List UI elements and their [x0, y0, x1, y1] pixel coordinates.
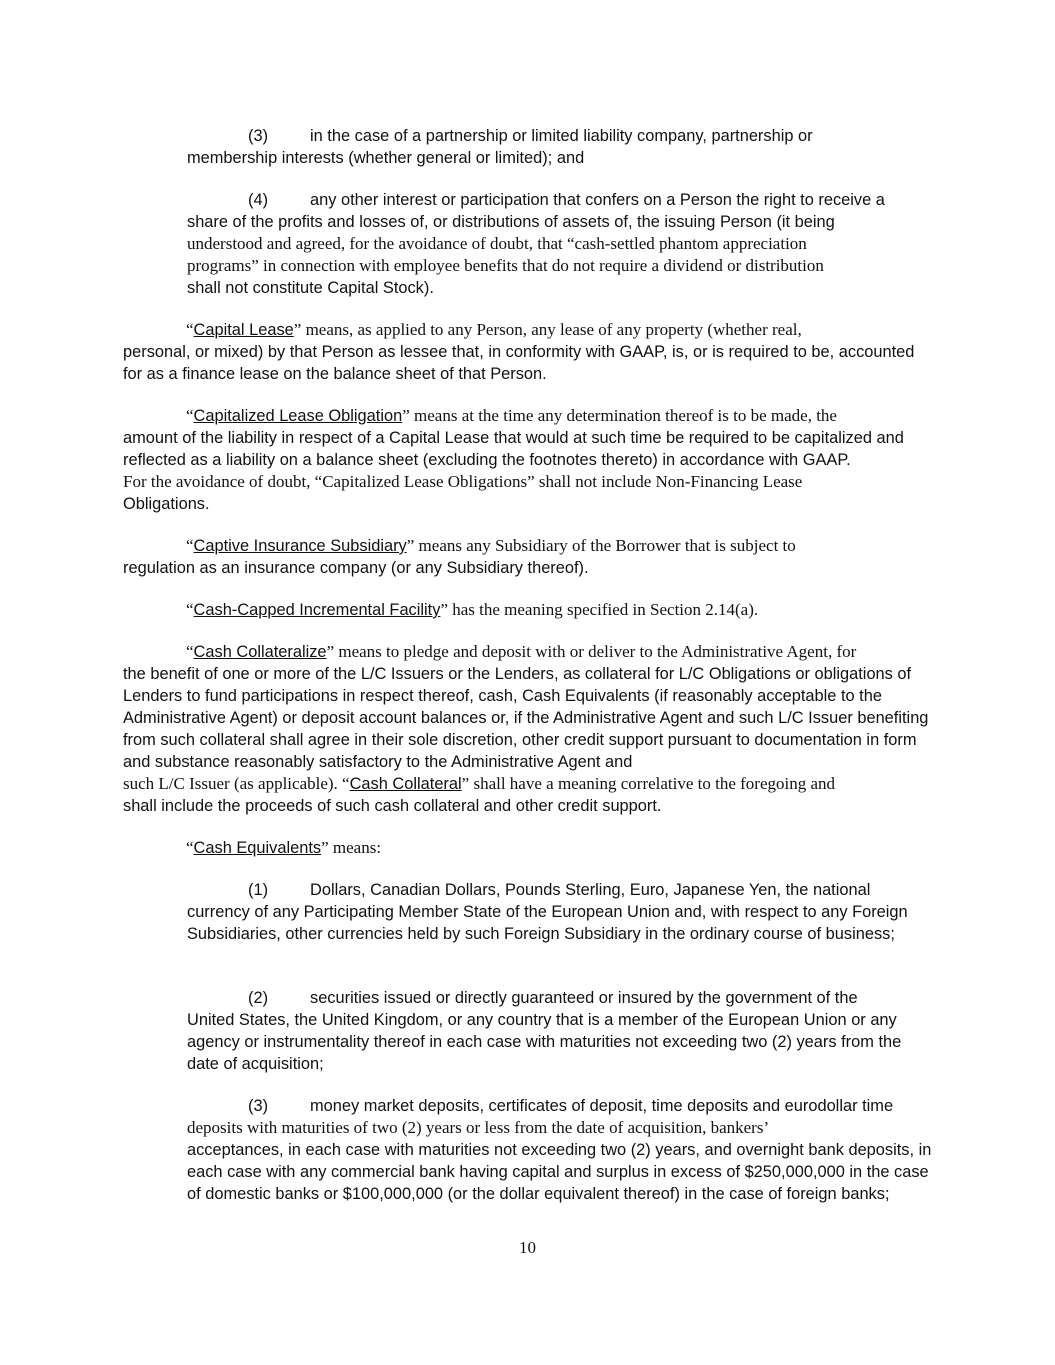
item-text: any other interest or participation that confers on a Person the right to receive a [310, 191, 885, 209]
item-first-line [187, 879, 932, 901]
defined-term: Cash Collateral [349, 775, 462, 793]
definition-lead: ” means at the time any determination thereof is to be made, the [402, 406, 837, 425]
item-continuation: membership interests (whether general or limited); and [187, 149, 585, 167]
definition-body: regulation as an insurance company (or any Subsidiary thereof). [123, 559, 589, 577]
definition-body-cont: Obligations. [123, 495, 210, 513]
defined-term: Cash Collateralize [193, 643, 327, 661]
defined-term: Capital Lease [193, 321, 294, 339]
definition-body-cont: shall include the proceeds of such cash collateral and other credit support. [123, 797, 662, 815]
definition-lead-line [123, 641, 938, 663]
item-continuation: currency of any Participating Member State of the European Union and, with respect to any Foreign Subsidiaries, other currencies held by such Foreign Subsidiary in the ordinary course of business; [187, 903, 908, 943]
item-text: securities issued or directly guaranteed or insured by the government of the [310, 989, 858, 1007]
item-continuation: share of the profits and losses of, or distributions of assets of, the issuing Person (it being [187, 213, 835, 231]
definition-body-cont [123, 773, 938, 795]
definition-body: the benefit of one or more of the L/C Issuers or the Lenders, as collateral for L/C Obligations or obligations of Lenders to fund participations in respect thereof, cash, Cash Equivalents (if reasonably acceptable to the Administrative Agent) or deposit account balances or, if the Administrative Agent and such L/C Issuer benefiting from such collateral shall agree in their sole discretion, other credit support pursuant to documentation in form and substance reasonably satisfactory to the Administrative Agent and [123, 665, 929, 771]
item-continuation: deposits with maturities of two (2) years or less from the date of acquisition, bankers’ [187, 1118, 770, 1137]
item-continuation: understood and agreed, for the avoidance of doubt, that “cash-settled phantom appreciation [187, 234, 807, 253]
definition-lead-line [123, 405, 938, 427]
item-continuation: United States, the United Kingdom, or any country that is a member of the European Union or any agency or instrumentality thereof in each case with maturities not exceeding two (2) years from the date of acquisition; [187, 1011, 902, 1073]
cash-equivalents-item-3 [187, 1095, 932, 1205]
definition-capital-lease [123, 319, 938, 385]
defined-term: Cash-Capped Incremental Facility [193, 601, 441, 619]
definition-lead: ” means, as applied to any Person, any lease of any property (whether real, [293, 320, 802, 339]
item-text: in the case of a partnership or limited liability company, partnership or [310, 127, 813, 145]
definition-lead: ” means to pledge and deposit with or deliver to the Administrative Agent, for [326, 642, 857, 661]
item-number: (1) [248, 881, 269, 899]
open-quote: “ [186, 536, 194, 555]
item-first-line [187, 189, 932, 211]
open-quote: “ [186, 600, 194, 619]
defined-term: Captive Insurance Subsidiary [193, 537, 407, 555]
item-text: money market deposits, certificates of deposit, time deposits and eurodollar time [310, 1097, 894, 1115]
definition-lead: ” has the meaning specified in Section 2.14(a). [440, 600, 759, 619]
definition-lead-line [123, 599, 938, 621]
definition-lead-line [123, 535, 938, 557]
item-continuation: acceptances, in each case with maturities not exceeding two (2) years, and overnight bank deposits, in each case with any commercial bank having capital and surplus in excess of $250,000,000 in the case of domestic banks or $100,000,000 (or the dollar equivalent thereof) in the case of foreign banks; [187, 1141, 932, 1203]
item-number: (3) [248, 127, 269, 145]
open-quote: “ [186, 406, 194, 425]
definition-cash-capped-incremental-facility [123, 599, 938, 621]
item-text: Dollars, Canadian Dollars, Pounds Sterling, Euro, Japanese Yen, the national [310, 881, 871, 899]
definition-lead: ” means any Subsidiary of the Borrower that is subject to [406, 536, 796, 555]
definition-cash-collateralize [123, 641, 938, 817]
page-number: 10 [519, 1238, 536, 1257]
definition-lead-line [123, 837, 938, 859]
item-first-line [187, 125, 932, 147]
cash-equivalents-item-1 [187, 879, 932, 945]
capital-stock-item-3 [187, 125, 932, 169]
item-continuation: shall not constitute Capital Stock). [187, 279, 434, 297]
cash-equivalents-item-2 [187, 987, 932, 1075]
definition-lead-line [123, 319, 938, 341]
definition-captive-insurance-subsidiary [123, 535, 938, 579]
item-first-line [187, 987, 932, 1009]
definition-lead: ” means: [321, 838, 382, 857]
definition-body: personal, or mixed) by that Person as lessee that, in conformity with GAAP, is, or is required to be, accounted for as a finance lease on the balance sheet of that Person. [123, 343, 915, 383]
definition-text: such L/C Issuer (as applicable). “ [123, 774, 350, 793]
definition-body-cont: For the avoidance of doubt, “Capitalized Lease Obligations” shall not include Non-Financing Lease [123, 472, 803, 491]
item-number: (3) [248, 1097, 269, 1115]
item-continuation: programs” in connection with employee benefits that do not require a dividend or distribution [187, 256, 824, 275]
open-quote: “ [186, 642, 194, 661]
item-number: (2) [248, 989, 269, 1007]
open-quote: “ [186, 838, 194, 857]
definition-body: amount of the liability in respect of a Capital Lease that would at such time be required to be capitalized and reflected as a liability on a balance sheet (excluding the footnotes thereto) in accordance with GAAP. [123, 429, 904, 469]
capital-stock-item-4 [187, 189, 932, 299]
definition-cash-equivalents [123, 837, 938, 859]
open-quote: “ [186, 320, 194, 339]
defined-term: Capitalized Lease Obligation [193, 407, 403, 425]
defined-term: Cash Equivalents [193, 839, 322, 857]
definition-text: ” shall have a meaning correlative to the foregoing and [461, 774, 836, 793]
definition-capitalized-lease-obligation [123, 405, 938, 515]
item-first-line [187, 1095, 932, 1117]
item-number: (4) [248, 191, 269, 209]
